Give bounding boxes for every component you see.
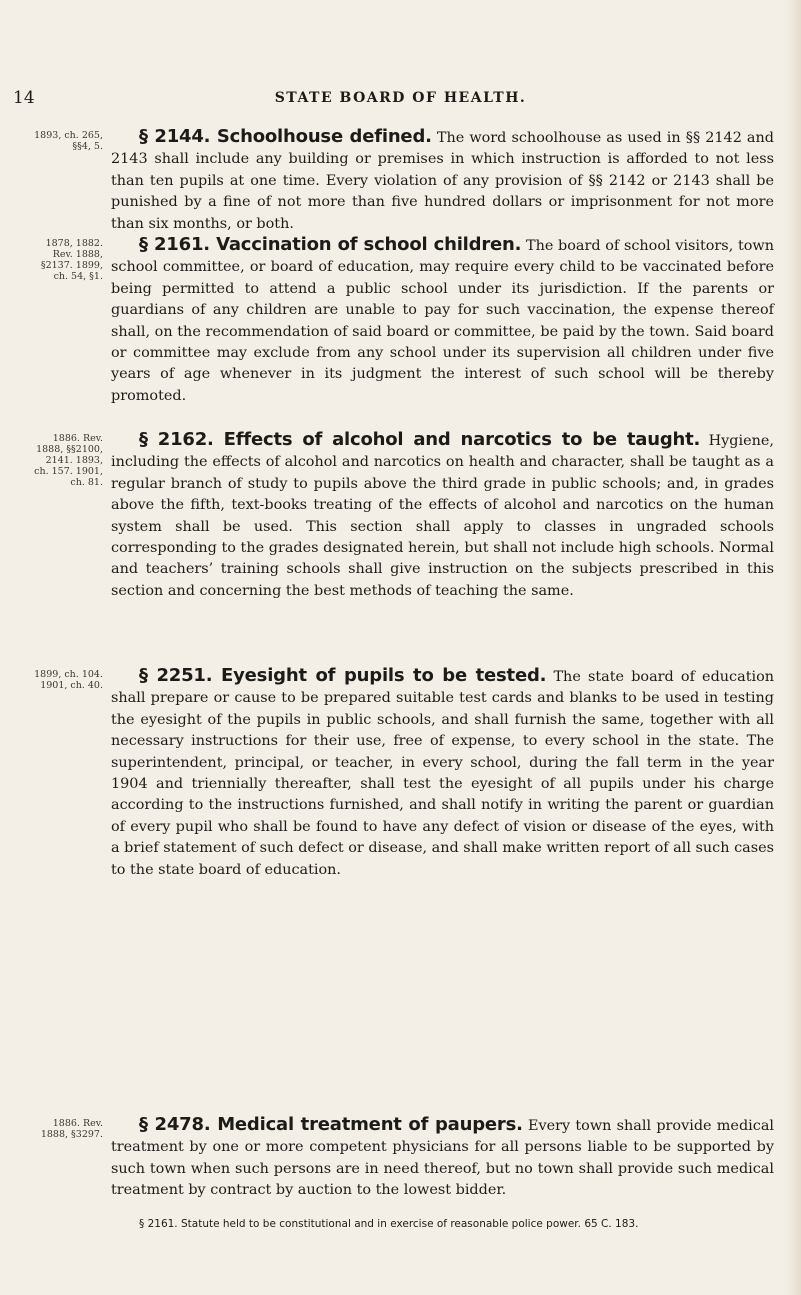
section-heading: § 2478. Medical treatment of paupers. <box>139 1114 523 1135</box>
page-number: 14 <box>13 88 35 108</box>
margin-citation: 1893, ch. 265, §§4, 5. <box>34 130 103 152</box>
footnote: § 2161. Statute held to be constitutional and in exercise of reasonable police power. 65 C. 183. <box>139 1218 639 1230</box>
section-paragraph <box>111 429 774 602</box>
section-heading: § 2251. Eyesight of pupils to be tested. <box>139 665 547 686</box>
section-body: The word schoolhouse as used in §§ 2142 and 2143 shall include any building or premises in which instruction is afforded to not less than ten pupils at one time. Every violation of any provision of §§ 2142 or 2143 shall be punished by a fine of not more than five hundred dollars or imprisonment for not more than six months, or both. <box>111 130 774 232</box>
section-heading: § 2161. Vaccination of school children. <box>139 234 522 255</box>
section-body: Every town shall provide medical treatment by one or more competent physicians for all persons liable to be supported by such town when such persons are in need thereof, but no town shall provide such medical treatment by contract by auction to the lowest bidder. <box>111 1118 774 1199</box>
margin-citation: 1899, ch. 104. 1901, ch. 40. <box>34 669 103 691</box>
section-2251 <box>34 665 775 881</box>
margin-citation: 1886. Rev. 1888, §3297. <box>40 1118 103 1140</box>
section-body: The state board of education shall prepare or cause to be prepared suitable test cards and blanks to be used in testing the eyesight of the pupils in public schools, and shall furnish the same, together with all necessary instructions for their use, free of expense, to every school in the state. The superintendent, principal, or teacher, in every school, during the fall term in the year 1904 and triennially thereafter, shall test the eyesight of all pupils under his charge according to the instructions furnished, and shall notify in writing the parent or guardian of every pupil who shall be found to have any defect of vision or disease of the eyes, with a brief statement of such defect or disease, and shall make written report of all such cases to the state board of education. <box>111 669 775 878</box>
section-heading: § 2162. Effects of alcohol and narcotics to be taught. <box>139 429 701 450</box>
running-head: STATE BOARD OF HEALTH. <box>274 90 527 106</box>
page-edge <box>787 0 801 1295</box>
section-2478 <box>40 1114 774 1202</box>
section-body: Hygiene, including the effects of alcohol and narcotics on health and character, shall be taught as a regular branch of study to pupils above the third grade in public schools; and, in grades above the fifth, text-books treating of the effects of alcohol and narcotics on the human system shall be used. This section shall apply to classes in ungraded schools corresponding to the grades designated herein, but shall not include high schools. Normal and teachers’ training schools shall give instruction on the subjects prescribed in this section and concerning the best methods of teaching the same. <box>111 433 774 599</box>
section-2162 <box>34 429 774 602</box>
section-paragraph <box>111 126 774 235</box>
section-2144 <box>34 126 774 235</box>
margin-citation: 1886. Rev. 1888, §§2100, 2141. 1893, ch. 157. 1901, ch. 81. <box>34 433 103 488</box>
section-paragraph <box>111 1114 774 1202</box>
margin-citation: 1878, 1882. Rev. 1888, §2137. 1899, ch. 54, §1. <box>40 238 103 282</box>
section-heading: § 2144. Schoolhouse defined. <box>139 126 432 147</box>
section-paragraph <box>111 234 774 407</box>
section-body: The board of school visitors, town school committee, or board of education, may require every child to be vaccinated before being permitted to attend a public school under its jurisdiction. If the parents or guardians of any children are unable to pay for such vaccination, the expense thereof shall, on the recommendation of said board or committee, be paid by the town. Said board or committee may exclude from any school under its supervision all children under five years of age whenever in its judgment the interest of such school will be thereby promoted. <box>111 238 774 404</box>
section-2161 <box>40 234 774 407</box>
section-paragraph <box>111 665 774 881</box>
